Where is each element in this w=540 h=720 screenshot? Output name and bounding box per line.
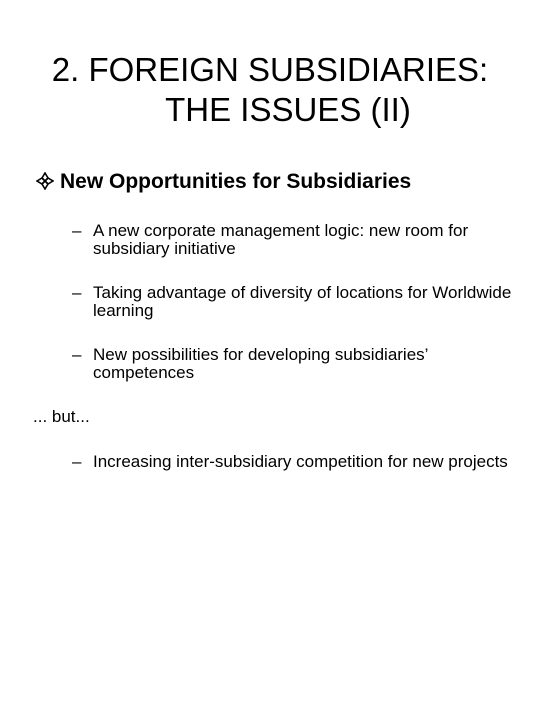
diamond-bullet-icon [36, 172, 54, 190]
title-line-2: THE ISSUES (II) [165, 91, 411, 128]
sub-item [72, 453, 512, 471]
dash-marker: – [72, 283, 82, 302]
but-text: ... but... [33, 407, 90, 426]
dash-marker: – [72, 345, 82, 364]
sub-item-text: Increasing inter-subsidiary competition for new projects [93, 452, 508, 471]
sub-item-text: New possibilities for developing subsidiaries’ competences [93, 345, 428, 382]
dash-marker: – [72, 221, 82, 240]
main-bullet-text: New Opportunities for Subsidiaries [60, 170, 412, 193]
sub-item-text: Taking advantage of diversity of locations for Worldwide learning [93, 283, 512, 320]
main-bullet [36, 169, 411, 195]
sub-item [72, 346, 512, 382]
sub-item [72, 284, 512, 320]
sub-item [72, 222, 512, 258]
dash-marker: – [72, 452, 82, 471]
slide-title [0, 50, 540, 130]
sub-item-text: A new corporate management logic: new room for subsidiary initiative [93, 221, 469, 258]
title-line-1: 2. FOREIGN SUBSIDIARIES: [51, 51, 489, 88]
